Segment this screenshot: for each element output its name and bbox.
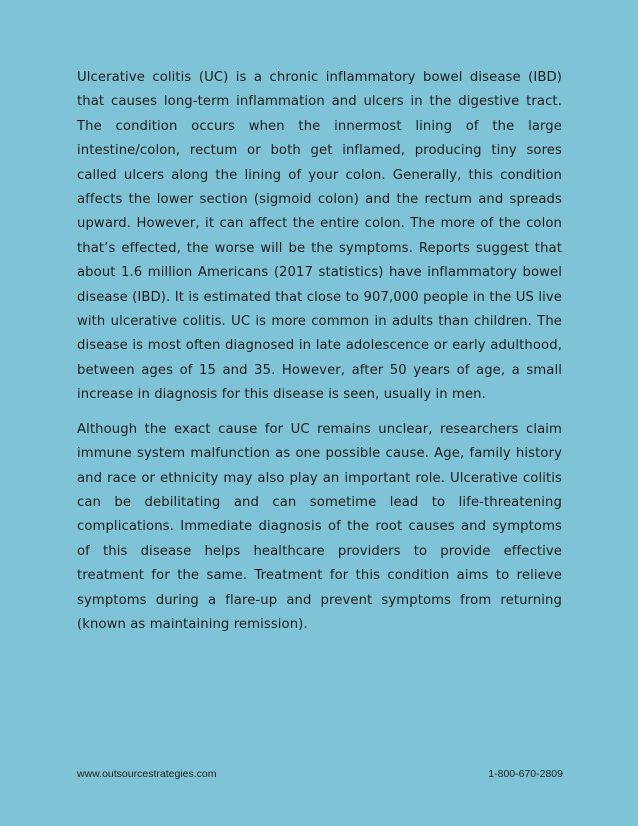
footer-phone: 1-800-670-2809 [488,768,563,780]
paragraph: Ulcerative colitis (UC) is a chronic inflammatory bowel disease (IBD) that causes long-term inflammation and ulcers in the digestive tract. The condition occurs when the innermost lining of the large intestine/colon, rectum or both get inflamed, producing tiny sores called ulcers along the lining of your colon. Generally, this condition affects the lower section (sigmoid colon) and the rectum and spreads upward. However, it can affect the entire colon. The more of the colon that’s effected, the worse will be the symptoms. Reports suggest that about 1.6 million Americans (2017 statistics) have inflammatory bowel disease (IBD). It is estimated that close to 907,000 people in the US live with ulcerative colitis. UC is more common in adults than children. The disease is most often diagnosed in late adolescence or early adulthood, between ages of 15 and 35. However, after 50 years of age, a small increase in diagnosis for this disease is seen, usually in men. [77,70,562,403]
document-body [77,66,562,637]
footer-website: www.outsourcestrategies.com [77,768,217,780]
page-footer [77,768,563,780]
paragraph: Although the exact cause for UC remains unclear, researchers claim immune system malfunction as one possible cause. Age, family history and race or ethnicity may also play an important role. Ulcerative colitis can be debilitating and can sometime lead to life-threatening complications. Immediate diagnosis of the root causes and symptoms of this disease helps healthcare providers to provide effective treatment for the same. Treatment for this condition aims to relieve symptoms during a flare-up and prevent symptoms from returning (known as maintaining remission). [77,421,562,632]
